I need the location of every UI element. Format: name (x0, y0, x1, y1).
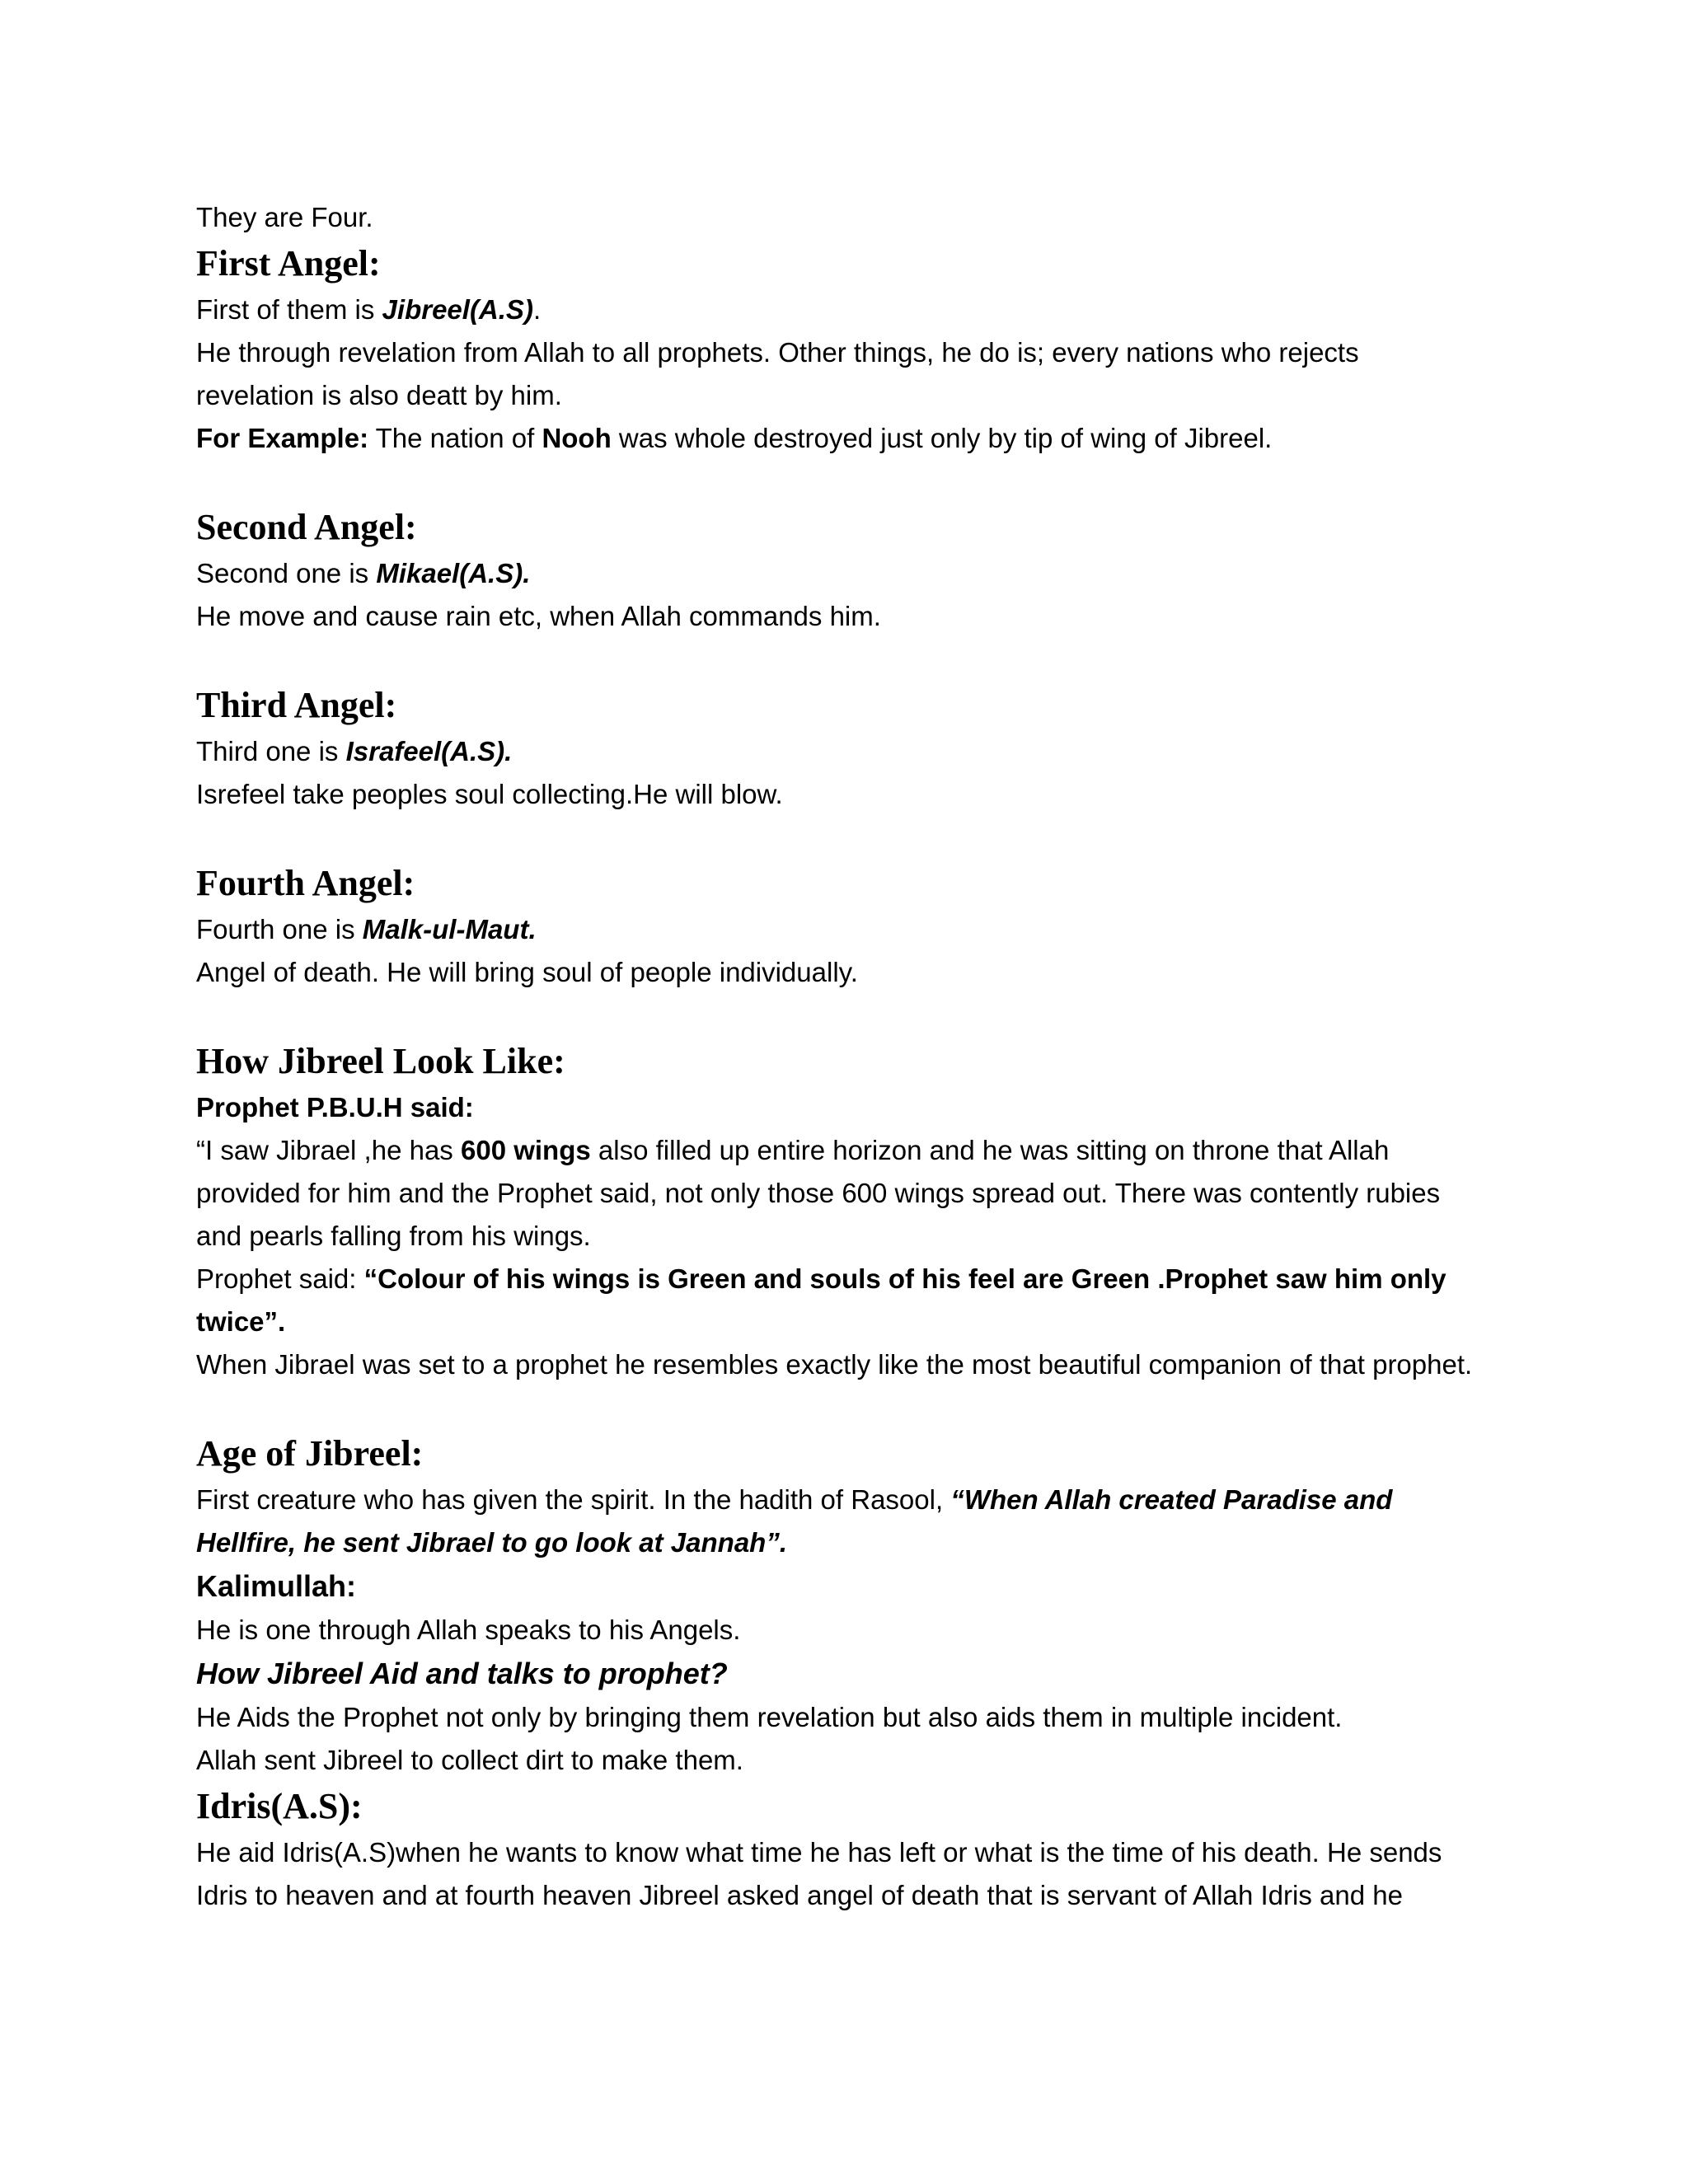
fourth-angel-heading: Fourth Angel: (196, 863, 415, 903)
age-description: First creature who has given the spirit. In the hadith of Rasool, “When Allah created Paradise and Hellfire, he sent Jibrael to go look at Jannah”. (196, 1484, 1393, 1558)
second-angel-heading: Second Angel: (196, 507, 417, 547)
spacer (196, 994, 1482, 1037)
wings-count: 600 wings (460, 1135, 591, 1165)
fourth-angel-name: Malk-ul-Maut. (362, 914, 537, 944)
nooh-name: Nooh (542, 423, 612, 453)
second-angel-name-line: Second one is Mikael(A.S). (196, 558, 531, 588)
look-heading: How Jibreel Look Like: (196, 1041, 565, 1081)
resemble-text: When Jibrael was set to a prophet he resembles exactly like the most beautiful companion of that prophet. (196, 1349, 1473, 1380)
intro-text: They are Four. (196, 202, 373, 232)
aid-line-2: Allah sent Jibreel to collect dirt to make them. (196, 1745, 743, 1775)
third-angel-heading: Third Angel: (196, 685, 397, 725)
fourth-angel-description: Angel of death. He will bring soul of people individually. (196, 957, 858, 987)
idris-description: He aid Idris(A.S)when he wants to know what time he has left or what is the time of his death. He sends Idris to heaven and at fourth heaven Jibreel asked angel of death that is servant of Allah Idris and he (196, 1837, 1442, 1910)
second-angel-description: He move and cause rain etc, when Allah commands him. (196, 601, 881, 631)
first-angel-description: He through revelation from Allah to all prophets. Other things, he do is; every nations who rejects revelation is also deatt by him. (196, 337, 1359, 410)
first-angel-name: Jibreel(A.S) (382, 294, 533, 325)
third-angel-description: Isrefeel take peoples soul collecting.He will blow. (196, 779, 783, 809)
spacer (196, 816, 1482, 859)
wings-colour-quote: Prophet said: “Colour of his wings is Green and souls of his feel are Green .Prophet saw him only twice”. (196, 1263, 1447, 1337)
hadith-quote: “When Allah created Paradise and Hellfire, he sent Jibrael to go look at Jannah”. (196, 1484, 1393, 1558)
fourth-angel-name-line: Fourth one is Malk-ul-Maut. (196, 914, 537, 944)
kalimullah-heading: Kalimullah: (196, 1569, 357, 1603)
kalimullah-text: He is one through Allah speaks to his Angels. (196, 1615, 741, 1645)
prophet-said-label: Prophet P.B.U.H said: (196, 1092, 474, 1122)
aid-line-1: He Aids the Prophet not only by bringing them revelation but also aids them in multiple incident. (196, 1702, 1343, 1732)
aid-heading: How Jibreel Aid and talks to prophet? (196, 1657, 728, 1690)
example-label: For Example: (196, 423, 369, 453)
third-angel-name: Israfeel(A.S). (345, 736, 513, 766)
first-angel-example: For Example: The nation of Nooh was whole destroyed just only by tip of wing of Jibreel. (196, 423, 1273, 453)
age-heading: Age of Jibreel: (196, 1433, 424, 1474)
first-angel-name-line: First of them is Jibreel(A.S). (196, 294, 542, 325)
first-angel-heading: First Angel: (196, 243, 381, 284)
document-page (196, 196, 1482, 1917)
second-angel-name: Mikael(A.S). (376, 558, 531, 588)
third-angel-name-line: Third one is Israfeel(A.S). (196, 736, 513, 766)
spacer (196, 638, 1482, 681)
jibrael-quote: “I saw Jibrael ,he has 600 wings also filled up entire horizon and he was sitting on throne that Allah provided for him and the Prophet said, not only those 600 wings spread out. There was contently rubies and pearls falling from his wings. (196, 1135, 1441, 1251)
spacer (196, 460, 1482, 503)
idris-heading: Idris(A.S): (196, 1786, 363, 1826)
spacer (196, 1386, 1482, 1429)
